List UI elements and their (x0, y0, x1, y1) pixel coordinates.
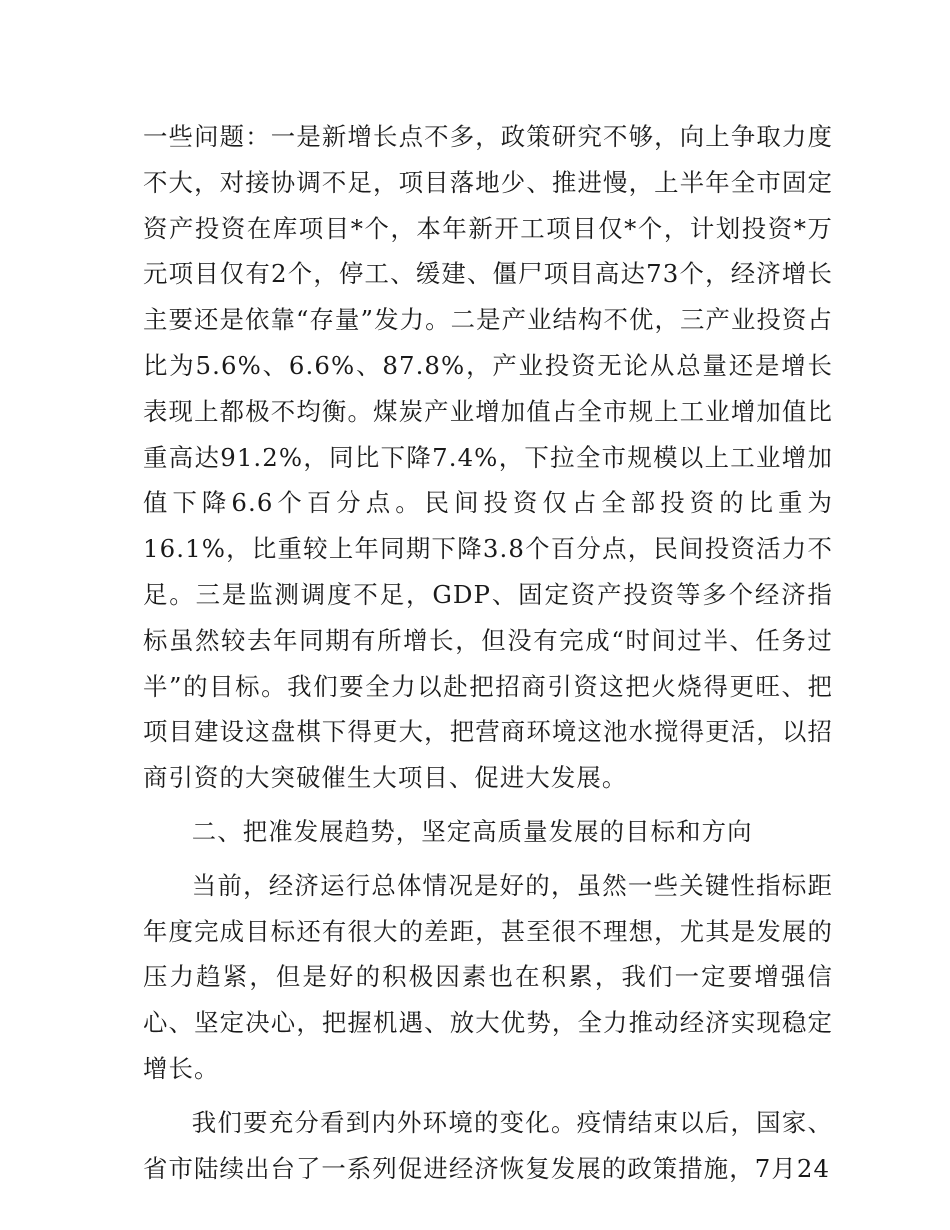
paragraph-environment-changes: 我们要充分看到内外环境的变化。疫情结束以后，国家、省市陆续出台了一系列促进经济恢复发展的政策措施，7月24 (143, 1107, 833, 1183)
document-body (143, 114, 833, 1191)
section-heading: 二、把准发展趋势，坚定高质量发展的目标和方向 (191, 816, 753, 846)
paragraph-overall-situation: 当前，经济运行总体情况是好的，虽然一些关键性指标距年度完成目标还有很大的差距，甚至很不理想，尤其是发展的压力趋紧，但是好的积极因素也在积累，我们一定要增强信心、坚定决心，把握机遇、放大优势，全力推动经济实现稳定增长。 (143, 870, 833, 1083)
paragraph-problems: 一些问题：一是新增长点不多，政策研究不够，向上争取力度不大，对接协调不足，项目落地少、推进慢，上半年全市固定资产投资在库项目*个，本年新开工项目仅*个，计划投资*万元项目仅有2个，停工、缓建、僵尸项目高达73个，经济增长主要还是依靠“存量”发力。二是产业结构不优，三产业投资占比为5.6%、6.6%、87.8%，产业投资无论从总量还是增长表现上都极不均衡。煤炭产业增加值占全市规上工业增加值比重高达91.2%，同比下降7.4%，下拉全市规模以上工业增加值下降6.6个百分点。民间投资仅占全部投资的比重为16.1%，比重较上年同期下降3.8个百分点，民间投资活力不足。三是监测调度不足，GDP、固定资产投资等多个经济指标虽然较去年同期有所增长，但没有完成“时间过半、任务过半”的目标。我们要全力以赴把招商引资这把火烧得更旺、把项目建设这盘棋下得更大，把营商环境这池水搅得更活，以招商引资的大突破催生大项目、促进大发展。 (143, 122, 833, 793)
